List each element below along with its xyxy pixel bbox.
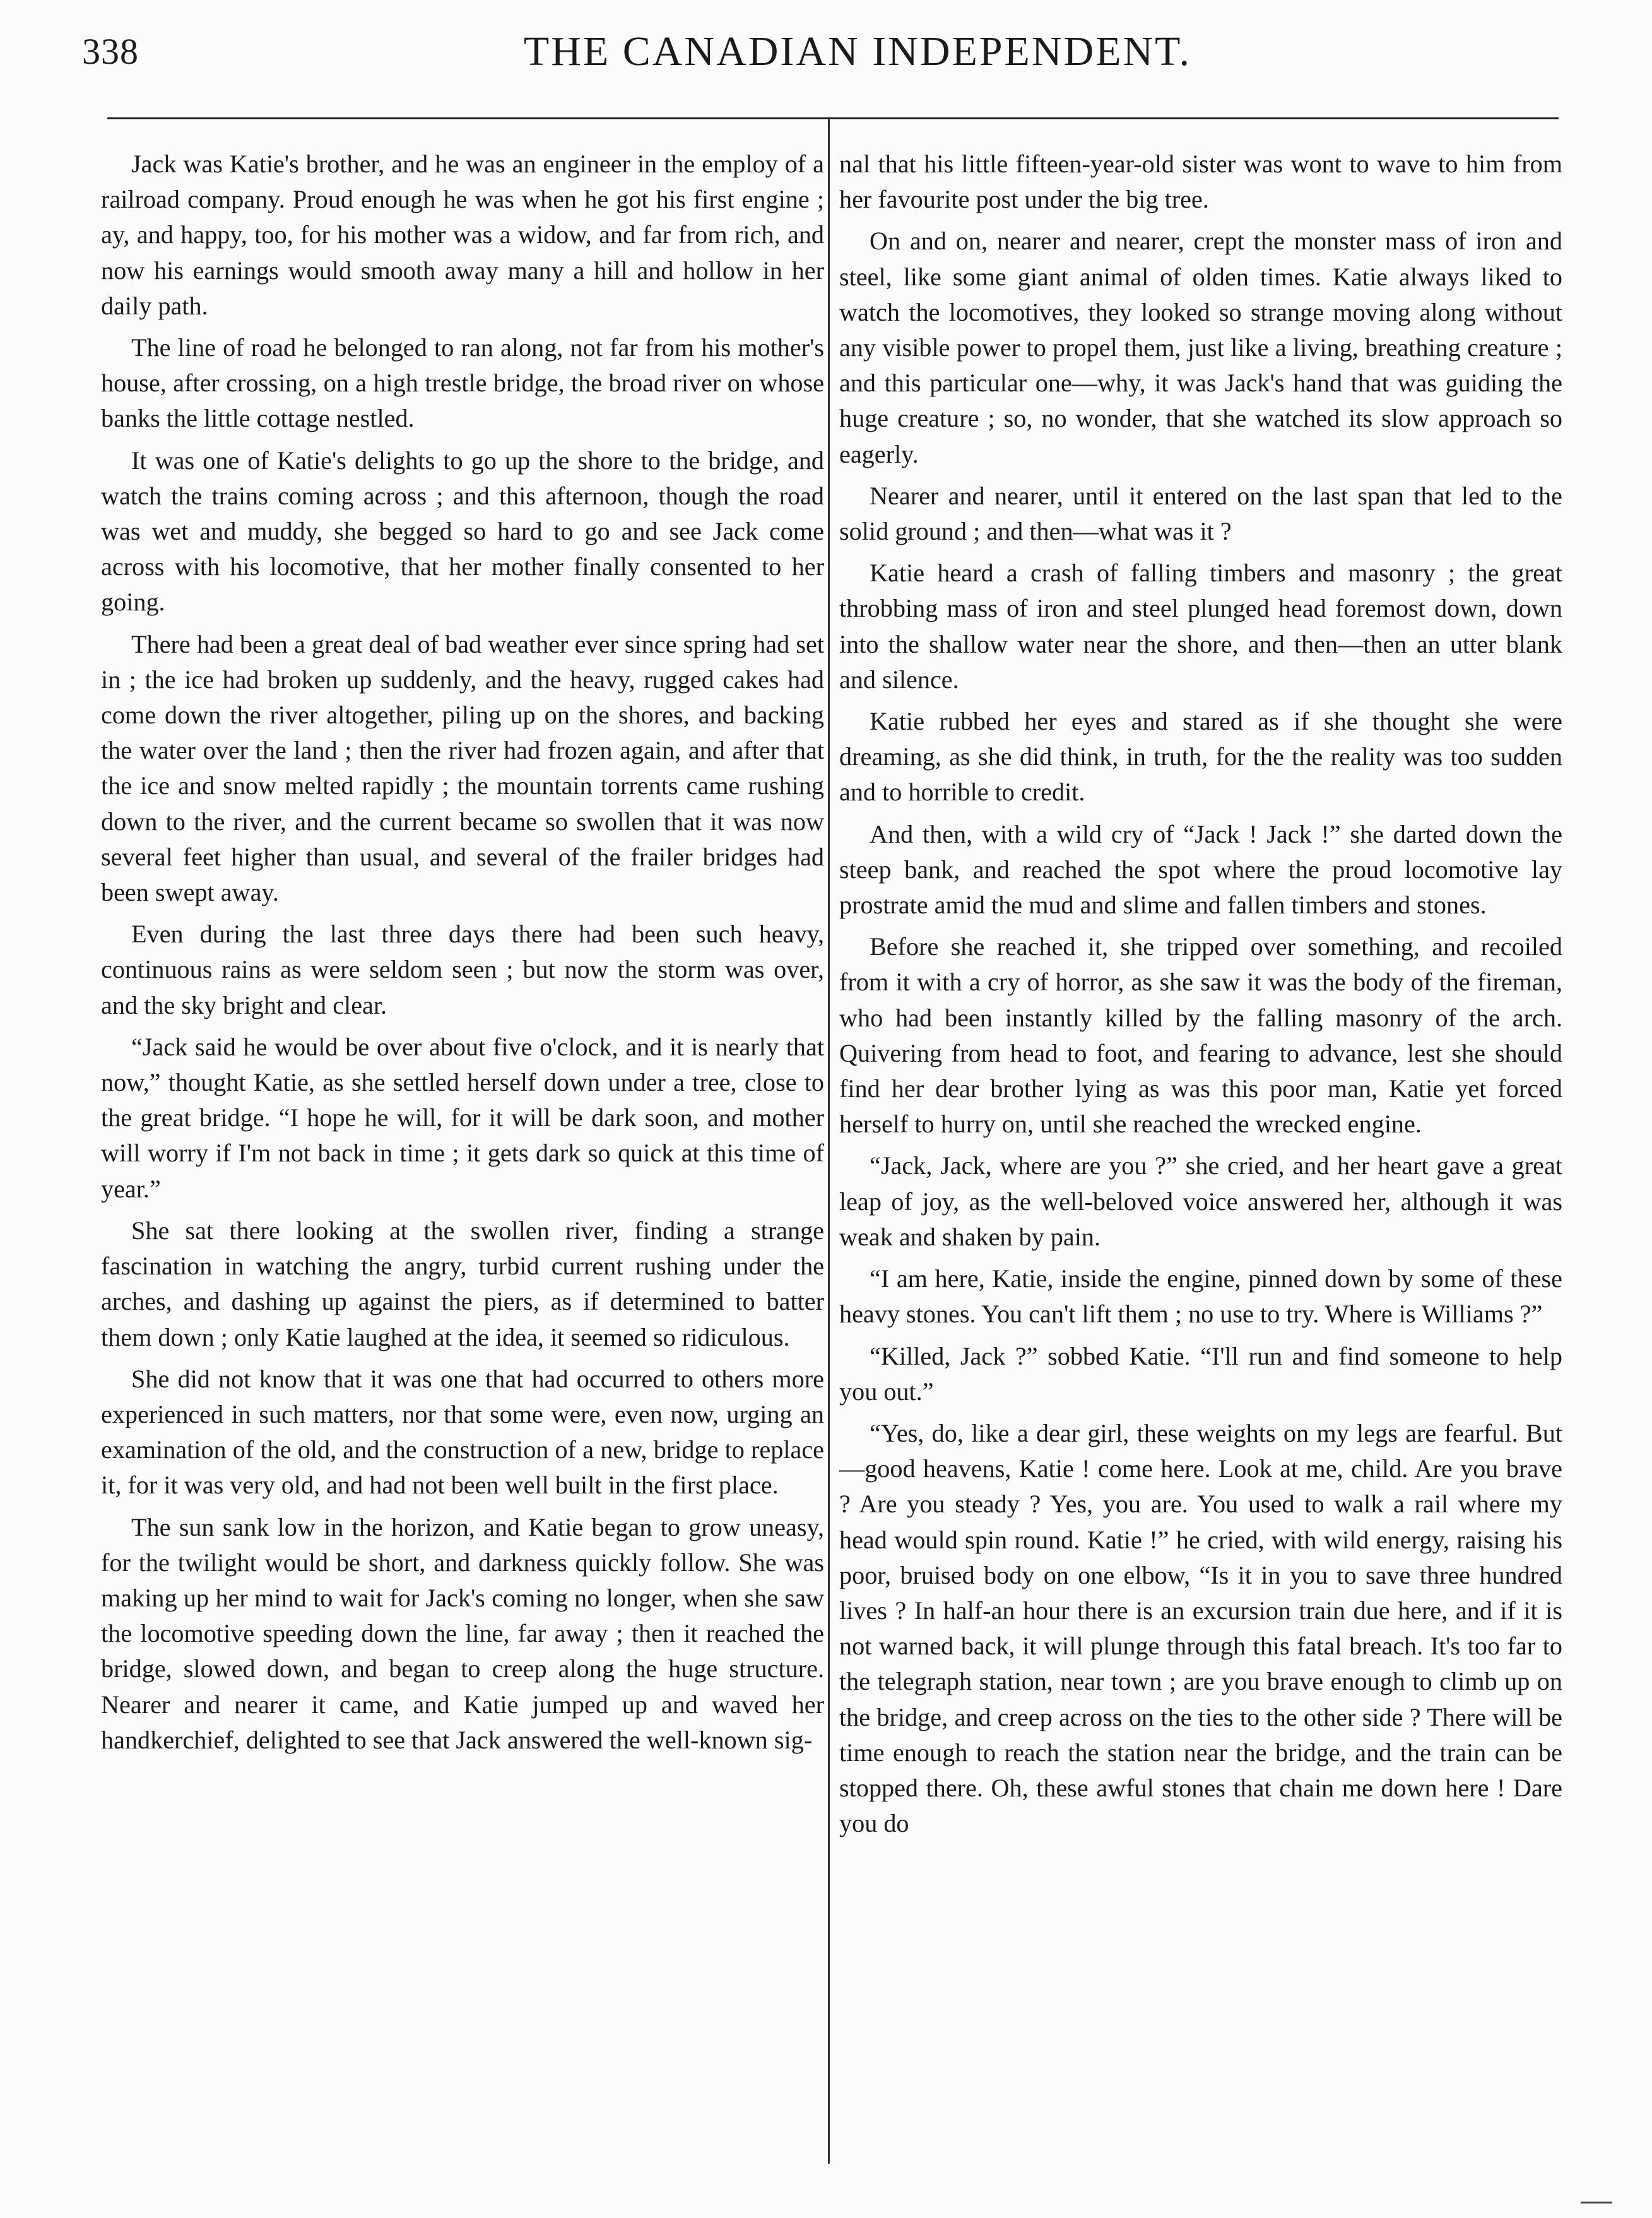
paragraph: Before she reached it, she tripped over something, and recoiled from it with a cry of horror, as she saw it was the body of the fireman, who had been instantly killed by the falling masonry of the arch. Quivering from head to foot, and fearing to advance, lest she should find her dear brother lying as was this poor man, Katie yet forced herself to hurry on, until she reached the wrecked engine. — [839, 932, 1562, 1139]
paragraph: It was one of Katie's delights to go up the shore to the bridge, and watch the trains coming across ; and this afternoon, though the road was wet and muddy, she begged so hard to go and see Jack come across with his locomotive, that her mother finally consented to her going. — [101, 446, 824, 617]
column-rule — [828, 119, 830, 2164]
paragraph: The sun sank low in the horizon, and Katie began to grow uneasy, for the twilight would be short, and darkness quickly follow. She was making up her mind to wait for Jack's coming no longer, when she saw the locomotive speeding down the line, far away ; then it reached the bridge, slowed down, and began to creep along the huge structure. Nearer and nearer it came, and Katie jumped up and waved her handkerchief, delighted to see that Jack answered the well-known sig- — [101, 1512, 824, 1754]
page-number: 338 — [82, 31, 139, 72]
header-rule — [107, 117, 1559, 119]
running-title: THE CANADIAN INDEPENDENT. — [523, 28, 1192, 74]
paragraph-continued: nal that his little fifteen-year-old sister was wont to wave to him from her favourite post under the big tree. — [839, 150, 1562, 214]
paragraph: On and on, nearer and nearer, crept the monster mass of iron and steel, like some giant animal of olden times. Katie always liked to watch the locomotives, they looked so strange moving along without any visible power to propel them, just like a living, breathing creature ; and this particular one—why, it was Jack's hand that was guiding the huge creature ; so, no wonder, that she watched its slow approach so eagerly. — [839, 227, 1562, 468]
footer-mark — [1581, 2202, 1612, 2203]
paragraph: She did not know that it was one that had occurred to others more experienced in such matters, nor that some were, even now, urging an examination of the old, and the construction of a new, bridge to replace it, for it was very old, and had not been well built in the first place. — [101, 1364, 824, 1500]
right-column — [839, 146, 1562, 1847]
paragraph: The line of road he belonged to ran along, not far from his mother's house, after crossing, on a high trestle bridge, the broad river on whose banks the little cottage nestled. — [101, 333, 824, 433]
paragraph: Jack was Katie's brother, and he was an engineer in the employ of a railroad company. Proud enough he was when he got his first engine ; ay, and happy, too, for his mother was a widow, and far from rich, and now his earnings would smooth away many a hill and hollow in her daily path. — [101, 150, 824, 320]
paragraph: “Jack said he would be over about five o'clock, and it is nearly that now,” thought Katie, as she settled herself down under a tree, close to the great bridge. “I hope he will, for it will be dark soon, and mother will worry if I'm not back in time ; it gets dark so quick at this time of year.” — [101, 1032, 824, 1203]
paragraph: “Jack, Jack, where are you ?” she cried, and her heart gave a great leap of joy, as the well-beloved voice answered her, although it was weak and shaken by pain. — [839, 1151, 1562, 1251]
paragraph: And then, with a wild cry of “Jack ! Jack !” she darted down the steep bank, and reached the spot where the proud locomotive lay prostrate amid the mud and slime and fallen timbers and stones. — [839, 819, 1562, 920]
paragraph: She sat there looking at the swollen river, finding a strange fascination in watching the angry, turbid current rushing under the arches, and dashing up against the piers, as if determined to batter them down ; only Katie laughed at the idea, it seemed so ridiculous. — [101, 1216, 824, 1351]
paragraph: There had been a great deal of bad weather ever since spring had set in ; the ice had broken up suddenly, and the heavy, rugged cakes had come down the river altogether, piling up on the shores, and backing the water over the land ; then the river had frozen again, and after that the ice and snow melted rapidly ; the mountain torrents came rushing down to the river, and the current became so swollen that it was now several feet higher than usual, and several of the frailer bridges had been swept away. — [101, 629, 824, 907]
left-column — [101, 146, 824, 1764]
paragraph: “Yes, do, like a dear girl, these weights on my legs are fearful. But—good heavens, Katie ! come here. Look at me, child. Are you brave ? Are you steady ? Yes, you are. You used to walk a rail where my head would spin round. Katie !” he cried, with wild energy, raising his poor, bruised body on one elbow, “Is it in you to save three hundred lives ? In half-an hour there is an excursion train due here, and if it is not warned back, it will plunge through this fatal breach. It's too far to the telegraph station, near town ; are you brave enough to climb up on the bridge, and creep across on the ties to the other side ? There will be time enough to reach the station near the bridge, and the train can be stopped there. Oh, these awful stones that chain me down here ! Dare you do — [839, 1418, 1562, 1838]
paragraph: Katie heard a crash of falling timbers and masonry ; the great throbbing mass of iron and steel plunged head foremost down, down into the shallow water near the shore, and then—then an utter blank and silence. — [839, 559, 1562, 694]
paragraph: “I am here, Katie, inside the engine, pinned down by some of these heavy stones. You can't lift them ; no use to try. Where is Williams ?” — [839, 1264, 1562, 1329]
paragraph: Katie rubbed her eyes and stared as if she thought she were dreaming, as she did think, in truth, for the the reality was too sudden and to horrible to credit. — [839, 707, 1562, 807]
paragraph: “Killed, Jack ?” sobbed Katie. “I'll run and find someone to help you out.” — [839, 1341, 1562, 1406]
paragraph: Even during the last three days there had been such heavy, continuous rains as were seldom seen ; but now the storm was over, and the sky bright and clear. — [101, 920, 824, 1019]
paragraph: Nearer and nearer, until it entered on the last span that led to the solid ground ; and then—what was it ? — [839, 481, 1562, 546]
